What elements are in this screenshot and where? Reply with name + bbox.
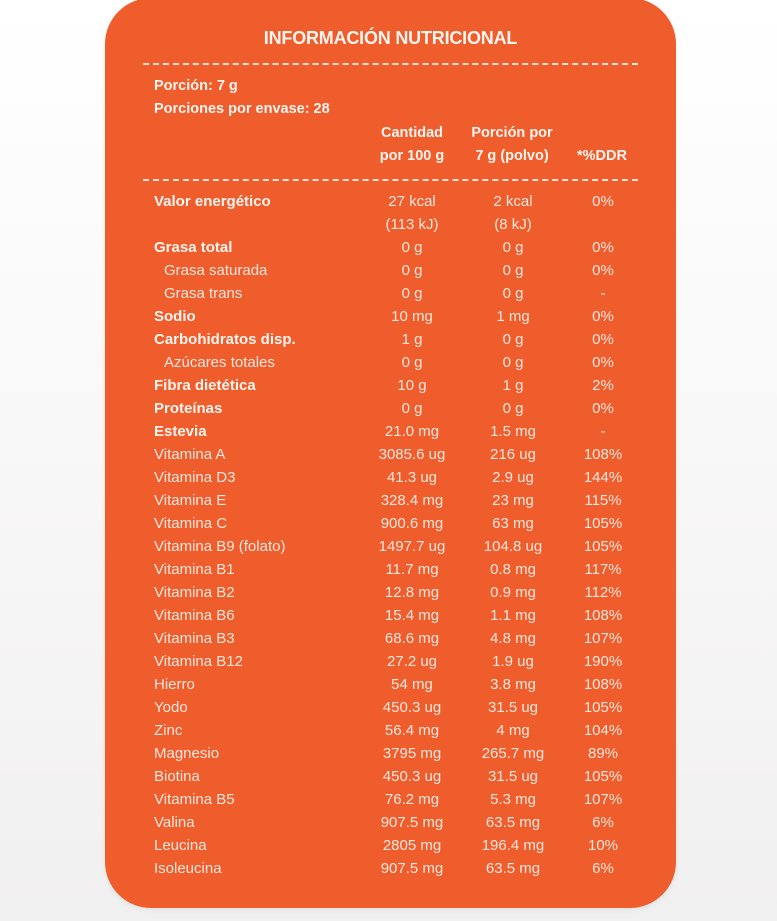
ddr-percent: 105% (583, 515, 623, 532)
nutrient-name: Zinc (154, 722, 183, 739)
amount-per-serving (463, 328, 563, 351)
amount-per-serving (463, 190, 563, 236)
amount-value: 68.6 mg (384, 630, 440, 647)
nutrient-name: Isoleucina (154, 860, 222, 877)
amount-value: 0.9 mg (490, 584, 536, 601)
servings-per-container: Porciones por envase: 28 (154, 101, 330, 117)
nutrition-table (154, 190, 654, 880)
amount-per-100g (367, 719, 457, 742)
ddr-percent: 0% (592, 400, 614, 417)
nutrient-name: Vitamina B2 (154, 584, 235, 601)
ddr-percent: 117% (584, 561, 622, 578)
amount-value: 31.5 ug (487, 699, 539, 716)
ddr-percent: 0% (592, 354, 614, 371)
ddr-percent: 0% (592, 193, 614, 210)
amount-value: 3.8 mg (490, 676, 536, 693)
amount-per-serving (463, 512, 563, 535)
amount-value: 0 g (401, 239, 423, 256)
ddr-percent: 105% (583, 699, 623, 716)
amount-value: 4.8 mg (490, 630, 536, 647)
nutrient-name: Grasa total (154, 239, 233, 256)
column-header-per-serving (462, 122, 562, 168)
ddr-percent: 108% (583, 676, 623, 693)
amount-per-100g (367, 489, 457, 512)
nutrient-name: Vitamina A (154, 446, 226, 463)
amount-value: 21.0 mg (384, 423, 440, 440)
amount-per-serving (463, 397, 563, 420)
amount-value: 450.3 ug (382, 699, 442, 716)
amount-value: 0 g (502, 354, 524, 371)
amount-value: 900.6 mg (380, 515, 444, 532)
amount-per-serving (463, 834, 563, 857)
amount-value: 63 mg (492, 515, 534, 532)
amount-per-serving (463, 259, 563, 282)
nutrition-facts-card (105, 0, 676, 908)
amount-per-serving (463, 489, 563, 512)
amount-per-100g (367, 443, 457, 466)
column-header-line: 7 g (polvo) (475, 148, 549, 164)
amount-value: 104.8 ug (483, 538, 543, 555)
table-row (154, 811, 654, 834)
amount-per-serving (463, 351, 563, 374)
amount-value: 23 mg (492, 492, 534, 509)
amount-value: 216 ug (490, 446, 536, 463)
nutrient-name: Vitamina B1 (154, 561, 235, 578)
amount-value: 0 g (502, 239, 524, 256)
amount-per-serving (463, 282, 563, 305)
amount-value: 10 mg (391, 308, 433, 325)
amount-per-serving (463, 650, 563, 673)
amount-per-100g (367, 558, 457, 581)
table-row (154, 581, 654, 604)
amount-value: 0.8 mg (490, 561, 536, 578)
table-row (154, 788, 654, 811)
amount-value: 76.2 mg (384, 791, 440, 808)
ddr-percent: 10% (587, 837, 619, 854)
table-row (154, 466, 654, 489)
table-row (154, 420, 654, 443)
amount-per-100g (367, 650, 457, 673)
amount-per-serving (463, 420, 563, 443)
amount-value: 10 g (397, 377, 427, 394)
table-row (154, 696, 654, 719)
amount-value: 907.5 mg (380, 814, 444, 831)
dashed-divider-header (143, 179, 638, 181)
amount-per-serving (463, 765, 563, 788)
amount-per-100g (367, 236, 457, 259)
amount-per-100g (367, 512, 457, 535)
amount-value: 0 g (502, 331, 524, 348)
amount-per-serving (463, 443, 563, 466)
nutrient-name: Vitamina B5 (154, 791, 235, 808)
table-row (154, 719, 654, 742)
amount-value: 2.9 ug (492, 469, 534, 486)
table-row (154, 765, 654, 788)
nutrient-name: Grasa saturada (164, 262, 268, 279)
column-header-line: Porción por (471, 125, 553, 141)
amount-value: 0 g (401, 285, 423, 302)
nutrient-name: Vitamina D3 (154, 469, 236, 486)
nutrient-name: Vitamina C (154, 515, 228, 532)
amount-value: 31.5 ug (487, 768, 539, 785)
nutrient-name: Magnesio (154, 745, 220, 762)
amount-per-serving (463, 604, 563, 627)
amount-per-100g (367, 673, 457, 696)
amount-per-serving (463, 236, 563, 259)
ddr-percent: 112% (584, 584, 622, 601)
table-row (154, 742, 654, 765)
amount-per-100g (367, 788, 457, 811)
amount-value: 1.9 ug (492, 653, 534, 670)
amount-value: 196.4 mg (481, 837, 545, 854)
amount-value: 2805 mg (382, 837, 442, 854)
table-row (154, 374, 654, 397)
nutrient-name: Yodo (154, 699, 188, 716)
ddr-percent: 108% (583, 607, 623, 624)
amount-value: 15.4 mg (384, 607, 440, 624)
amount-per-100g (367, 857, 457, 880)
ddr-percent: - (600, 423, 606, 440)
nutrient-name: Valina (154, 814, 195, 831)
dashed-divider-top (143, 63, 638, 65)
amount-value: 63.5 mg (485, 814, 541, 831)
amount-per-serving (463, 581, 563, 604)
amount-value: 328.4 mg (380, 492, 444, 509)
card-title: INFORMACIÓN NUTRICIONAL (263, 28, 518, 48)
ddr-percent: 0% (592, 331, 614, 348)
nutrient-name: Proteínas (154, 400, 223, 417)
amount-value: 0 g (401, 400, 423, 417)
amount-value: 27.2 ug (386, 653, 438, 670)
amount-value: 12.8 mg (384, 584, 440, 601)
amount-value: 1 g (401, 331, 423, 348)
nutrient-name: Fibra dietética (154, 377, 256, 394)
amount-per-100g (367, 190, 457, 236)
amount-per-serving (463, 742, 563, 765)
amount-per-100g (367, 535, 457, 558)
amount-value: 1 g (502, 377, 524, 394)
table-row (154, 650, 654, 673)
amount-value: 56.4 mg (384, 722, 440, 739)
amount-value: 27 kcal (388, 193, 436, 210)
ddr-percent: 0% (592, 239, 614, 256)
amount-value: 41.3 ug (386, 469, 438, 486)
amount-value: 907.5 mg (380, 860, 444, 877)
column-header-line: Cantidad (380, 125, 444, 141)
amount-per-100g (367, 834, 457, 857)
ddr-percent: - (600, 285, 606, 302)
amount-per-100g (367, 259, 457, 282)
amount-value: 54 mg (391, 676, 433, 693)
ddr-percent: 0% (592, 262, 614, 279)
nutrient-name: Vitamina E (154, 492, 227, 509)
table-row (154, 558, 654, 581)
table-row (154, 512, 654, 535)
table-row (154, 328, 654, 351)
amount-per-100g (367, 742, 457, 765)
ddr-percent: 6% (592, 814, 614, 831)
amount-value: 3085.6 ug (378, 446, 446, 463)
amount-value: 450.3 ug (382, 768, 442, 785)
amount-value-secondary: (113 kJ) (385, 216, 439, 233)
amount-per-serving (463, 627, 563, 650)
nutrient-name: Vitamina B6 (154, 607, 235, 624)
column-header-per-100g (367, 122, 457, 168)
amount-per-serving (463, 719, 563, 742)
amount-value: 1.5 mg (490, 423, 536, 440)
table-row (154, 627, 654, 650)
ddr-percent: 107% (583, 791, 623, 808)
amount-per-100g (367, 351, 457, 374)
ddr-percent: 89% (587, 745, 619, 762)
amount-value: 0 g (502, 285, 524, 302)
amount-per-100g (367, 627, 457, 650)
amount-per-serving (463, 696, 563, 719)
nutrient-name: Azúcares totales (164, 354, 275, 371)
amount-per-100g (367, 765, 457, 788)
amount-per-serving (463, 535, 563, 558)
amount-value: 0 g (502, 400, 524, 417)
table-row (154, 834, 654, 857)
nutrient-name: Vitamina B12 (154, 653, 243, 670)
ddr-percent: 6% (592, 860, 614, 877)
amount-per-100g (367, 581, 457, 604)
amount-per-100g (367, 374, 457, 397)
amount-value: 11.7 mg (385, 561, 439, 578)
ddr-percent: 190% (583, 653, 623, 670)
amount-value-secondary: (8 kJ) (494, 216, 532, 233)
amount-per-100g (367, 282, 457, 305)
table-row (154, 397, 654, 420)
table-row (154, 857, 654, 880)
ddr-percent: 107% (583, 630, 623, 647)
table-row (154, 673, 654, 696)
amount-value: 2 kcal (493, 193, 533, 210)
amount-value: 1 mg (496, 308, 530, 325)
ddr-percent: 115% (584, 492, 622, 509)
nutrient-name: Grasa trans (164, 285, 243, 302)
amount-per-100g (367, 328, 457, 351)
ddr-percent: 105% (583, 538, 623, 555)
amount-per-100g (367, 420, 457, 443)
amount-per-serving (463, 466, 563, 489)
amount-per-100g (367, 397, 457, 420)
nutrient-name: Estevia (154, 423, 207, 440)
nutrient-name: Vitamina B9 (folato) (154, 538, 286, 555)
amount-value: 5.3 mg (490, 791, 536, 808)
amount-per-serving (463, 788, 563, 811)
ddr-percent: 104% (583, 722, 623, 739)
amount-value: 4 mg (496, 722, 530, 739)
amount-per-100g (367, 466, 457, 489)
amount-value: 265.7 mg (481, 745, 545, 762)
table-row (154, 351, 654, 374)
ddr-percent: 0% (592, 308, 614, 325)
amount-per-serving (463, 811, 563, 834)
table-row (154, 489, 654, 512)
amount-per-100g (367, 604, 457, 627)
nutrient-name: Sodio (154, 308, 196, 325)
amount-per-serving (463, 857, 563, 880)
amount-per-100g (367, 811, 457, 834)
nutrient-name: Hierro (154, 676, 195, 693)
table-row (154, 443, 654, 466)
ddr-percent: 108% (583, 446, 623, 463)
ddr-percent: 105% (583, 768, 623, 785)
nutrient-name: Vitamina B3 (154, 630, 235, 647)
table-row (154, 236, 654, 259)
amount-value: 63.5 mg (485, 860, 541, 877)
column-header-line: por 100 g (379, 148, 445, 164)
ddr-percent: 2% (592, 377, 614, 394)
amount-per-serving (463, 558, 563, 581)
amount-per-100g (367, 305, 457, 328)
table-row (154, 305, 654, 328)
amount-value: 3795 mg (382, 745, 442, 762)
nutrient-name: Carbohidratos disp. (154, 331, 296, 348)
amount-per-serving (463, 374, 563, 397)
amount-per-serving (463, 673, 563, 696)
table-row (154, 190, 654, 236)
column-header-ddr: *%DDR (577, 148, 627, 164)
serving-size: Porción: 7 g (154, 78, 238, 94)
nutrient-name: Valor energético (154, 193, 271, 210)
table-row (154, 259, 654, 282)
table-row (154, 282, 654, 305)
table-row (154, 535, 654, 558)
amount-value: 0 g (401, 262, 423, 279)
amount-per-100g (367, 696, 457, 719)
table-row (154, 604, 654, 627)
amount-value: 1.1 mg (490, 607, 536, 624)
amount-per-serving (463, 305, 563, 328)
ddr-percent: 144% (583, 469, 623, 486)
nutrient-name: Biotina (154, 768, 200, 785)
nutrient-name: Leucina (154, 837, 207, 854)
amount-value: 0 g (502, 262, 524, 279)
amount-value: 1497.7 ug (378, 538, 446, 555)
amount-value: 0 g (401, 354, 423, 371)
